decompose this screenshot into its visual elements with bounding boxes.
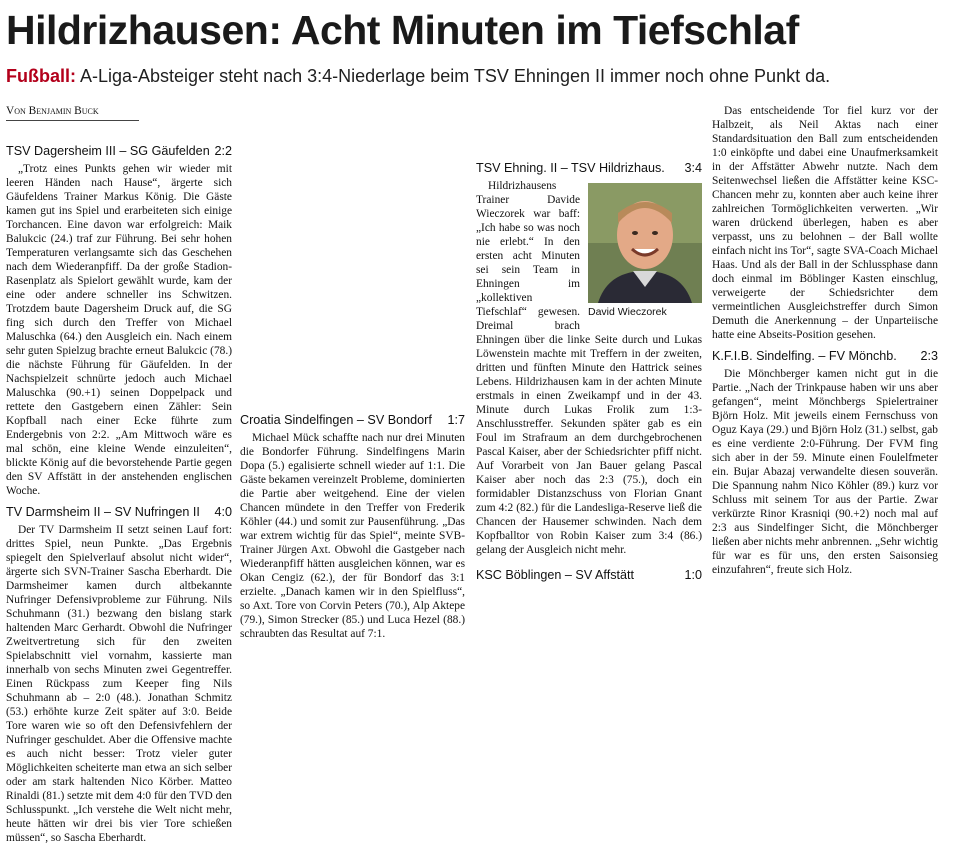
match-heading-dagersheim <box>6 143 232 159</box>
report-darmsheim: Der TV Darmsheim II setzt seinen Lauf fort: drittes Spiel, neun Punkte. „Das Ergebnis spiegelt den Spielverlauf absolut nicht wider“, ärgerte sich SVN-Trainer Sascha Eberhardt. Die Darmsheimer kamen durch altbekannte Nufringer Defensivprobleme zur Führung. Nils Schuhmann (31.) bezwang den bislang stark haltenden Marc Gerhardt. Obwohl die Nufringer Zweitvertretung sich für den zweiten Spielabschnitt viel vornahm, kassierte man innerhalb von sechs Minuten zwei Gegentreffer. Einen Rückpass zum Keeper fing Nils Schuhmann ab – 2:0 (48.). Jonathan Schmitz (53.) erhöhte kurze Zeit später auf 3:0. Beide Tore waren wie so oft den Defensivfehlern der Nufringer geschuldet. Aber die Offensive machte es auch nicht besser: Trotz vieler guter Möglichkeiten scheiterte man etwa an sich selber oder am stark haltenden Nico Körber. Matteo Rinaldi (81.) setzte mit dem 4:0 für den TVD den Schlusspunkt. „Ich verstehe die Welt nicht mehr, heute hätten wir drei bis vier Tore schießen müssen“, so Sascha Eberhardt. <box>6 524 232 844</box>
match-teams: TV Darmsheim II – SV Nufringen II <box>6 505 200 519</box>
report-ksc: Das entscheidende Tor fiel kurz vor der Halbzeit, als Neil Aktas nach einer Standardsituation den Ball zum entscheidenden 1:0 einköpfte und dabei eine Unaufmerksamkeit in der Affstätter Abwehr nutzte. Nach dem Seitenwechsel ließen die Affstätter keine KSC-Chancen mehr zu, konnten aber auch keine ihrer zahlreichen Tormöglichkeiten verwerten. „Wir waren drückend überlegen, haben es aber verpasst, uns zu belohnen – der Ball wollte einfach nicht ins Tor“, sagte SVA-Coach Michael Haas. Und als der Ball in der Schlussphase dann doch einmal im Böblinger Kasten einschlug, verweigerte der Schiedsrichter dem vermeintlichen Ausgleichstreffer durch Simon Demuth die Anerkennung – der Unparteiische hatte eine Abseits-Position gesehen. <box>712 105 938 341</box>
portrait-photo <box>588 183 702 303</box>
report-croatia: Michael Mück schaffte nach nur drei Minuten die Bondorfer Führung. Sindelfingens Marin Dopa (5.) egalisierte schnell wieder auf 1:1. Die Gäste bekamen vereinzelt Probleme, dominierten die Partie aber weitgehend. Eine der vielen Chancen mündete in den Treffer von Frederik Köhler (44.) und somit zur Pausenführung. „Das war extrem wichtig für das Spiel“, meinte SVB-Trainer Jürgen Axt. Obwohl die Gastgeber nach Wiederanpfiff hätten ausgleichen können, war es Okan Cengiz (62.), der für Bondorf das 3:1 erzielte. „Danach kamen wir in den Spielfluss“, so Axt. Tore von Corvin Peters (70.), Alp Aktepe (79.), Simon Strecker (85.) und Luca Hezel (88.) schraubten das Resultat auf 7:1. <box>240 432 465 640</box>
match-score: 4:0 <box>214 505 232 519</box>
report-kfib: Die Mönchberger kamen nicht gut in die Partie. „Nach der Trinkpause haben wir uns aber gefangen“, meint Mönchbergs Spielertrainer Björn Holz. Mit jeweils einem Fernschuss von Oguz Kaya (29.) und Björn Holz (31.) selbst, gab es eine verdiente 2:0-Führung. Der FVM fing sich aber in der 59. Minute einen Foulelfmeter ein. Bujar Abazaj verwandelte diesen souverän. Die Spannung nahm Nico Köhler (89.) kurz vor Schluss mit seinem Tor aus der Partie. Zwar verkürzte Rinor Krasniqi (90.+2) noch mal auf 2:3 aus Sindelfinger Sicht, die Mönchberger ließen aber nichts mehr anbrennen. „Sehr wichtig für war es für uns, den ersten Saisonsieg einzufahren“, freute sich Holz. <box>712 368 938 576</box>
column-4 <box>712 104 938 623</box>
match-heading-croatia <box>240 412 465 428</box>
match-teams: KSC Böblingen – SV Affstätt <box>476 568 634 582</box>
headline: Hildrizhausen: Acht Minuten im Tiefschlaf <box>6 7 799 53</box>
subhead-kicker: Fußball: <box>6 66 76 86</box>
match-teams: TSV Dagersheim III – SG Gäufelden <box>6 144 210 158</box>
report-dagersheim: „Trotz eines Punkts gehen wir wieder mit leeren Händen nach Hause“, ärgerte sich Gäufeldens Trainer Markus König. Die Gäste kamen gut ins Spiel und erarbeiteten sich einige Torchancen. Eine davon war erfolgreich: Maik Balukcic (24.) traf zur Führung. Bei sehr hohen Temperaturen verlangsamte sich das Geschehen nach dem Wiederanpfiff. Da der große Stadion-Rasenplatz als Spielort gewählt wurde, kam der eine oder andere schneller ins Schwitzen. Trotzdem baute Dagersheim Druck auf, die SG fing sich durch den Treffer von Michael Maluschka (64.) den Ausgleich ein. Nach einem sehr guten Spielzug brachte erneut Balukcic (78.) die nächste Führung für Gäufelden. In der Nachspielzeit schnürte jedoch auch Michael Maluschka (90.+1) seinen Doppelpack und rettete den Gastgebern einen Zähler: Sein Kopfball nach einer Ecke führte zum Endergebnis von 2:2. „Am Mittwoch wäre es mal schön, eine kleine Wende einzuleiten“, blickte König auf die bevorstehende Partie gegen den SV Affstätt in der anstehenden englischen Woche. <box>6 163 232 497</box>
photo-block <box>588 183 702 319</box>
match-score: 1:7 <box>447 413 465 427</box>
match-heading-ksc <box>476 567 702 583</box>
subheadline <box>6 64 952 88</box>
match-teams: Croatia Sindelfingen – SV Bondorf <box>240 413 432 427</box>
match-teams: K.F.I.B. Sindelfing. – FV Mönchb. <box>712 349 897 363</box>
match-heading-kfib <box>712 348 938 364</box>
match-score: 1:0 <box>684 568 702 582</box>
byline: Von Benjamin Buck <box>6 104 139 121</box>
subhead-text: A-Liga-Absteiger steht nach 3:4-Niederlage beim TSV Ehningen II immer noch ohne Punkt da. <box>76 66 831 86</box>
continued-spacer <box>240 104 465 408</box>
column-3 <box>476 104 702 623</box>
report-ehningen: Hildrizhausens Trainer Davide Wieczorek war baff: „Ich habe so was noch nie erlebt.“ In den ersten acht Minuten sei sein Team in Ehningen im „kollektiven Tiefschlaf“ gewesen. Dreimal brach Ehningen über die linke Seite durch und Lukas Löwenstein machte mit Treffern in der zweiten, dritten und fünften Minute den Hattrick seines Lebens. Hildrizhausen kam in der achten Minute erstmals in einen Zweikampf und in der 43. Minute durch Lukas Frolik zum 1:3-Anschlusstreffer. Sekunden später gab es ein Foul im Strafraum an dem durchgebrochenen Pascal Kaiser, aber der Schiedsrichter pfiff nicht. Auf Vorarbeit von Jan Bauer gelang Pascal Kaiser aber noch das 2:3 (75.), doch ein formidabler Distanzschuss von Florian Gnant zum 4:2 (82.) für die Landesliga-Reserve ließ die Chancen der Hausemer schwinden. Nach dem Kopfballtor von Robin Kaiser zum 3:4 (86.) gelang der Ausgleich nicht mehr. <box>476 180 702 556</box>
match-heading-ehningen <box>476 160 702 176</box>
match-score: 3:4 <box>684 161 702 175</box>
continued-spacer <box>476 104 702 156</box>
match-score: 2:2 <box>214 144 232 158</box>
match-teams: TSV Ehning. II – TSV Hildrizhaus. <box>476 161 665 175</box>
column-2 <box>240 104 465 640</box>
match-heading-darmsheim <box>6 504 232 520</box>
match-score: 2:3 <box>920 349 938 363</box>
column-1 <box>6 104 232 844</box>
photo-caption: David Wieczorek <box>588 306 667 318</box>
